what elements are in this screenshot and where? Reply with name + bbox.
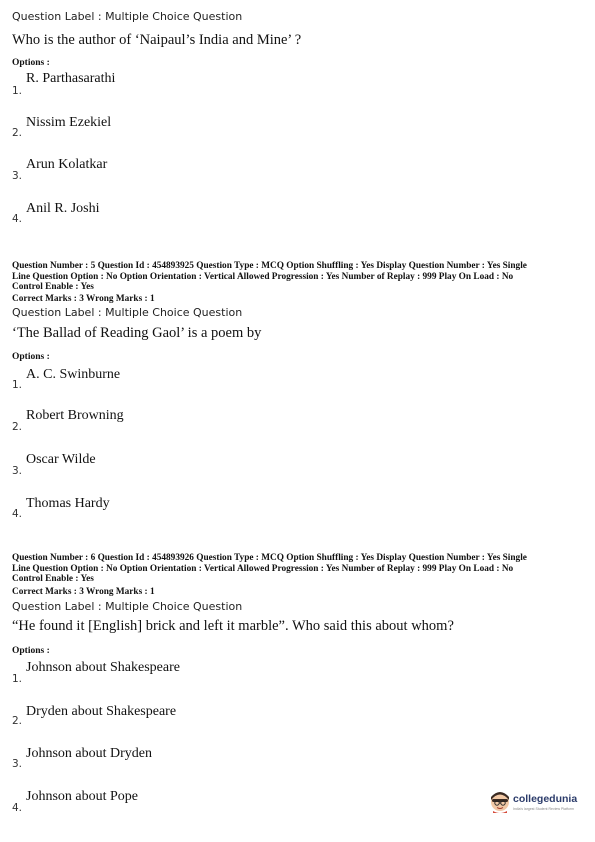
question-meta xyxy=(12,553,584,585)
option-text: Arun Kolatkar xyxy=(26,157,108,172)
question-meta xyxy=(12,261,584,293)
question-text: ‘The Ballad of Reading Gaol’ is a poem by xyxy=(12,325,262,341)
logo-tagline: India's largest Student Review Platform xyxy=(513,807,574,811)
question-text: Who is the author of ‘Naipaul’s India and Mine’ ? xyxy=(12,32,302,48)
option-text: Anil R. Joshi xyxy=(26,201,100,216)
option-text: Johnson about Dryden xyxy=(26,746,152,761)
option-text: Dryden about Shakespeare xyxy=(26,704,177,719)
question-text: “He found it [English] brick and left it marble”. Who said this about whom? xyxy=(12,618,454,634)
meta-line: Control Enable : Yes xyxy=(12,282,94,292)
option-number: 4. xyxy=(12,802,23,814)
meta-line: Control Enable : Yes xyxy=(12,574,94,584)
option-number: 2. xyxy=(12,127,23,139)
option-number: 2. xyxy=(12,715,23,727)
question-label: Question Label : Multiple Choice Question xyxy=(12,10,243,23)
option-text: Robert Browning xyxy=(26,408,124,423)
meta-line: Line Question Option : No Option Orientation : Vertical Allowed Progression : Yes Number of Replay : 999 Play On Load : No xyxy=(12,563,514,574)
collegedunia-logo xyxy=(489,787,589,817)
meta-line: Question Number : 5 Question Id : 454893925 Question Type : MCQ Option Shuffling : Yes Display Question Number : Yes Single xyxy=(12,261,527,271)
options-heading: Options : xyxy=(12,58,50,68)
meta-line: Question Number : 6 Question Id : 454893926 Question Type : MCQ Option Shuffling : Yes Display Question Number : Yes Single xyxy=(12,553,527,563)
option-text: Nissim Ezekiel xyxy=(26,115,112,130)
option-number: 1. xyxy=(12,673,23,685)
option-number: 4. xyxy=(12,508,23,520)
logo-brand: collegedunia xyxy=(513,793,578,805)
option-text: R. Parthasarathi xyxy=(26,71,116,86)
marks-info: Correct Marks : 3 Wrong Marks : 1 xyxy=(12,294,155,304)
option-text: Johnson about Pope xyxy=(26,789,138,804)
option-number: 4. xyxy=(12,213,23,225)
option-number: 2. xyxy=(12,421,23,433)
options-heading: Options : xyxy=(12,352,50,362)
avatar-icon xyxy=(489,789,511,813)
question-label: Question Label : Multiple Choice Question xyxy=(12,306,243,319)
option-text: A. C. Swinburne xyxy=(26,367,121,382)
option-text: Oscar Wilde xyxy=(26,452,96,467)
option-text: Thomas Hardy xyxy=(26,496,110,511)
option-number: 1. xyxy=(12,379,23,391)
option-number: 1. xyxy=(12,85,23,97)
marks-info: Correct Marks : 3 Wrong Marks : 1 xyxy=(12,587,155,597)
option-number: 3. xyxy=(12,170,23,182)
meta-line: Line Question Option : No Option Orientation : Vertical Allowed Progression : Yes Number of Replay : 999 Play On Load : No xyxy=(12,271,514,282)
options-heading: Options : xyxy=(12,646,50,656)
question-label: Question Label : Multiple Choice Question xyxy=(12,600,243,613)
option-number: 3. xyxy=(12,758,23,770)
option-text: Johnson about Shakespeare xyxy=(26,660,180,675)
option-number: 3. xyxy=(12,465,23,477)
